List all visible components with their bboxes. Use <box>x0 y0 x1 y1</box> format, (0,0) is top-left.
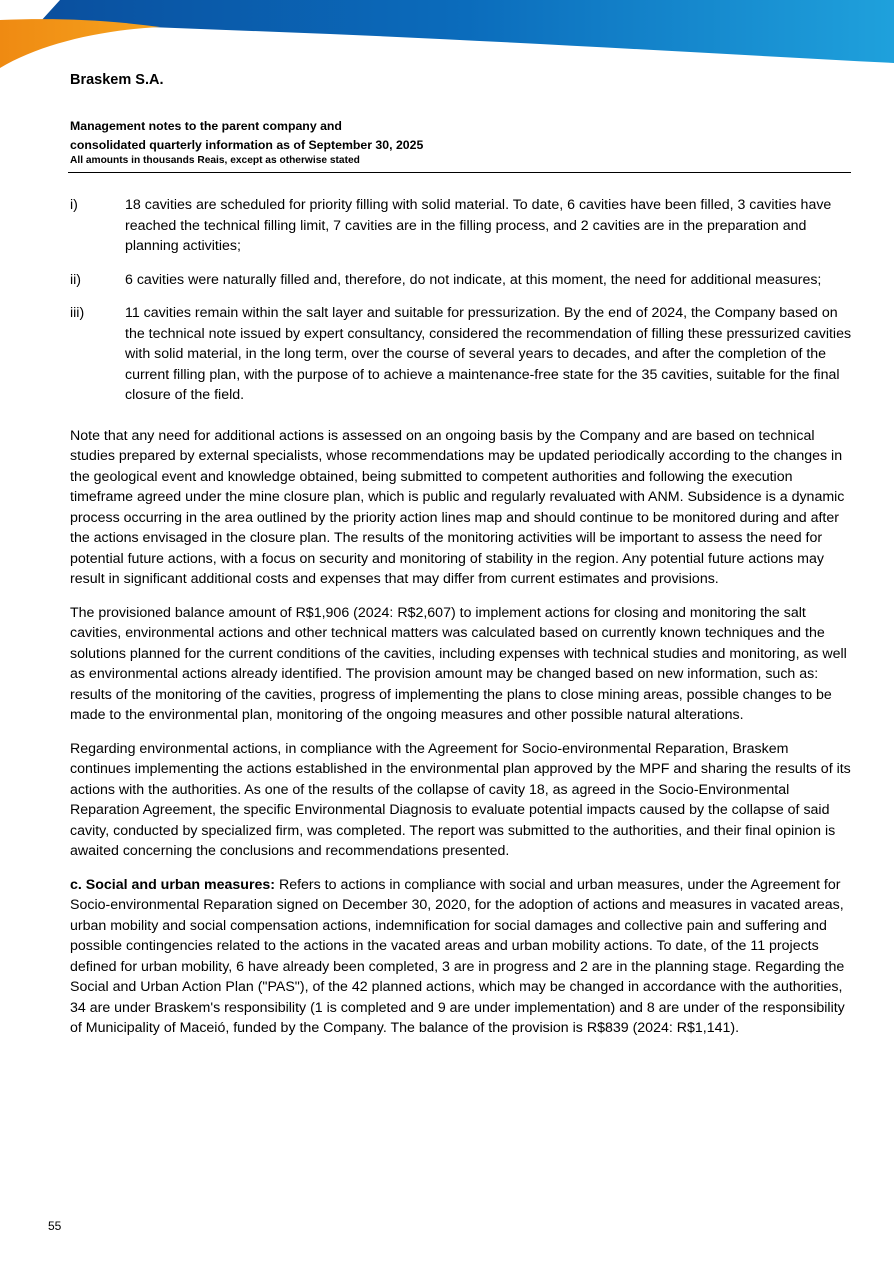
page-number: 55 <box>48 1219 62 1233</box>
list-item <box>70 195 852 257</box>
section-heading-social-urban: c. Social and urban measures: <box>70 876 276 893</box>
company-name: Braskem S.A. <box>70 72 164 88</box>
header-divider <box>68 172 851 173</box>
list-item <box>70 303 852 406</box>
list-item-marker: ii) <box>70 271 82 288</box>
social-urban-text: Refers to actions in compliance with social and urban measures, under the Agreement for Socio-environmental Reparation signed on December 30, 2020, for the adoption of actions and measures in vacated areas, urban mobility and social compensation actions, indemnification for social damages and collective pain and suffering and possible contingencies related to the actions in the vacated areas and urban mobility actions. To date, of the 11 projects defined for urban mobility, 6 have already been completed, 3 are in progress and 2 are in the planning stage. Regarding the Social and Urban Action Plan ("PAS"), of the 42 planned actions, which may be changed in accordance with the authorities, 34 are under Braskem's responsibility (1 is completed and 9 are under implementation) and 8 are under of the responsibility of Municipality of Maceió, funded by the Company. The balance of the provision is R$839 (2024: R$1,141). <box>70 876 845 1036</box>
orange-wave <box>0 19 160 68</box>
paragraph-social-urban-measures <box>70 875 852 1039</box>
list-item <box>70 270 852 291</box>
document-title <box>70 117 423 155</box>
list-item-text: 11 cavities remain within the salt layer and suitable for pressurization. By the end of 2024, the Company based on the technical note issued by expert consultancy, considered the recommendation of filling these pressurized cavities with solid material, in the long term, over the course of several years to decades, and after the completion of the current filling plan, with the purpose of to achieve a maintenance-free state for the 35 cavities, suitable for the final closure of the field. <box>125 305 852 403</box>
list-item-text: 18 cavities are scheduled for priority filling with solid material. To date, 6 cavities have been filled, 3 cavities have reached the technical filling limit, 7 cavities are in the filling process, and 2 cavities are in the preparation and planning activities; <box>125 197 832 254</box>
blue-wave <box>40 0 894 63</box>
document-title-line-1: Management notes to the parent company and <box>70 119 342 133</box>
paragraph-provisioned-balance: The provisioned balance amount of R$1,906 (2024: R$2,607) to implement actions for closing and monitoring the salt cavities, environmental actions and other technical matters was calculated based on currently known techniques and the solutions planned for the current conditions of the cavities, including expenses with technical studies and monitoring, as well as environmental actions already identified. The provision amount may be changed based on new information, such as: results of the monitoring of the cavities, progress of implementing the plans to close mining areas, possible changes to be made to the environmental plan, monitoring of the ongoing measures and other possible natural alterations. <box>70 604 847 723</box>
paragraph-additional-actions: Note that any need for additional actions is assessed on an ongoing basis by the Company and are based on technical studies prepared by external specialists, whose recommendations may be updated periodically according to the changes in the geological event and knowledge obtained, being submitted to competent authorities and following the execution timeframe agreed under the mine closure plan, which is public and regularly revaluated with ANM. Subsidence is a dynamic process occurring in the area outlined by the priority action lines map and should continue to be monitored during and after the actions envisaged in the closure plan. The results of the monitoring activities will be important to assess the need for potential future actions, with a focus on security and monitoring of stability in the region. Any potential future actions may result in significant additional costs and expenses that may differ from current estimates and provisions. <box>70 427 845 587</box>
list-item-marker: iii) <box>70 305 85 321</box>
list-item-marker: i) <box>70 197 78 213</box>
paragraph-environmental-actions: Regarding environmental actions, in compliance with the Agreement for Socio-environmental Reparation, Braskem continues implementing the actions established in the environmental plan approved by the MPF and sharing the results of its actions with the authorities. As one of the results of the collapse of cavity 18, as agreed in the Socio-Environmental Reparation Agreement, the specific Environmental Diagnosis to evaluate potential impacts caused by the collapse of said cavity, conducted by specialized firm, was completed. The report was submitted to the authorities, and their final opinion is awaited concerning the conclusions and recommendations presented. <box>70 740 851 859</box>
header-banner-decoration <box>0 0 894 80</box>
document-subtitle: All amounts in thousands Reais, except as otherwise stated <box>70 155 360 166</box>
document-title-line-2: consolidated quarterly information as of September 30, 2025 <box>70 138 424 152</box>
cavity-list <box>70 195 852 406</box>
document-body <box>70 195 852 1052</box>
list-item-text: 6 cavities were naturally filled and, therefore, do not indicate, at this moment, the need for additional measures; <box>125 271 822 288</box>
